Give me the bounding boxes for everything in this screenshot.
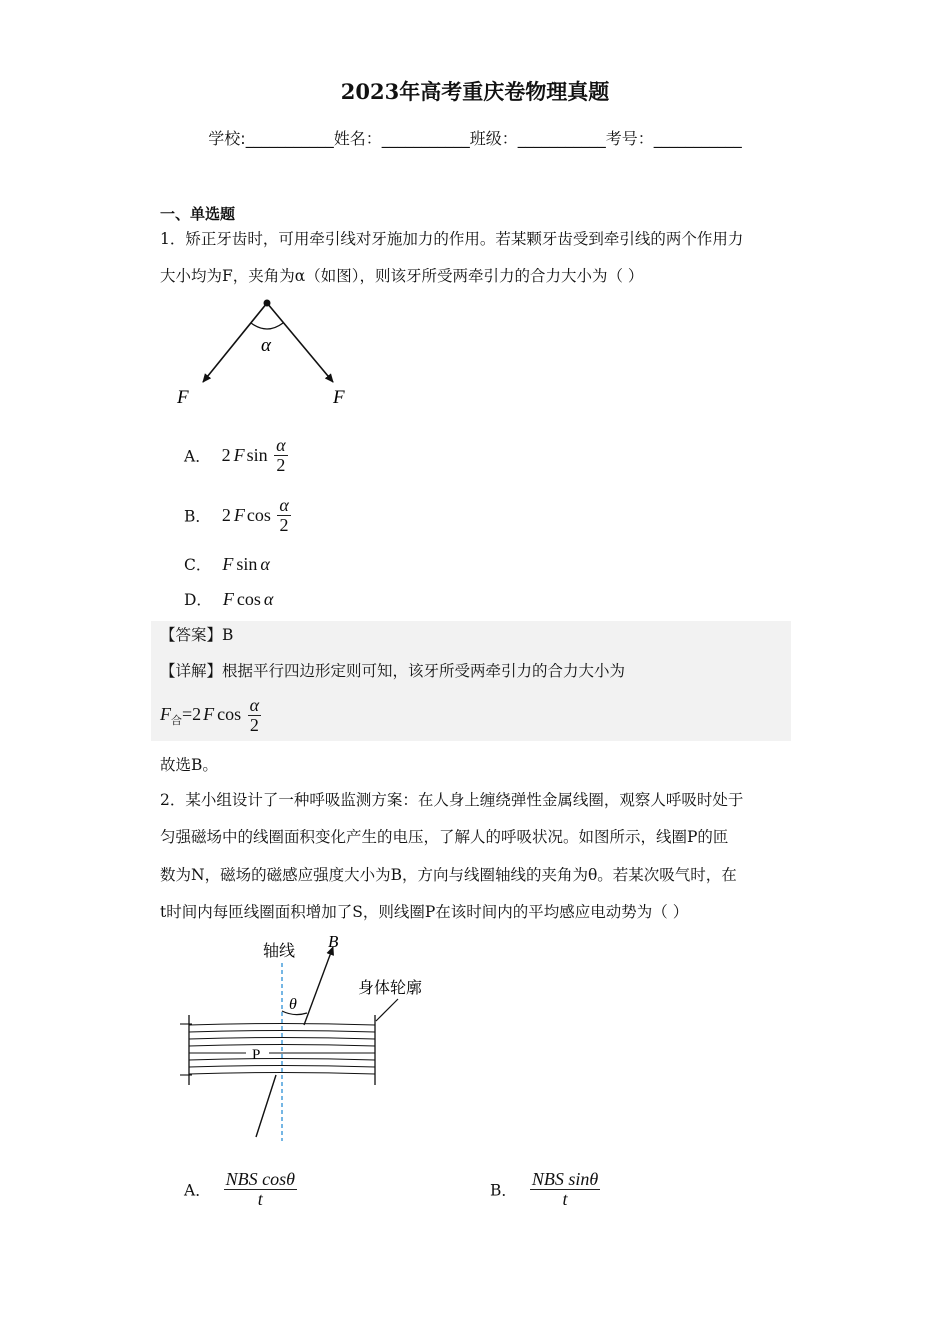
force-left-arrow	[203, 303, 267, 382]
force-right-arrow	[267, 303, 333, 382]
q1-option-d[interactable]	[184, 588, 273, 610]
page-title: 2023年高考重庆卷物理真题	[340, 79, 610, 104]
numerator: α	[276, 435, 286, 455]
q1-answer: 【答案】B	[160, 626, 234, 644]
denominator: t	[257, 1189, 263, 1209]
body-outline-label: 身体轮廓	[358, 978, 423, 997]
q1-option-a[interactable]	[184, 436, 288, 475]
q1-text-line1: 1．矫正牙齿时，可用牵引线对牙施加力的作用。若某颗牙齿受到牵引线的两个作用力	[160, 230, 744, 248]
q1-option-b[interactable]	[184, 496, 291, 535]
alpha-label: α	[261, 335, 271, 356]
var: F	[222, 554, 234, 574]
axis-label: 轴线	[263, 941, 296, 960]
formula-var: F	[203, 703, 215, 724]
q1-formula	[160, 696, 261, 735]
var: F	[233, 445, 245, 465]
q2-text-line3: 数为N，磁场的磁感应强度大小为B，方向与线圈轴线的夹角为θ。若某次吸气时，在	[160, 866, 737, 884]
var: F	[233, 505, 245, 525]
option-label: A．	[184, 1181, 211, 1200]
formula-fn: cos	[217, 703, 242, 724]
q2-text-line1: 2．某小组设计了一种呼吸监测方案：在人身上缠绕弹性金属线圈，观察人呼吸时处于	[160, 791, 744, 809]
force-left-label: F	[177, 387, 189, 408]
formula-subscript: 合	[171, 714, 182, 727]
option-label: B．	[490, 1181, 517, 1200]
fn: sin	[236, 554, 258, 574]
option-label: B．	[184, 507, 211, 526]
q2-coil-diagram	[170, 925, 460, 1147]
formula-eq: =2	[182, 703, 202, 724]
b-field-line-lower	[256, 1075, 276, 1137]
option-label: C．	[184, 556, 212, 574]
numerator: α	[279, 495, 289, 515]
section-heading: 一、单选题	[160, 205, 236, 223]
coef: 2	[221, 445, 231, 465]
force-right-label: F	[333, 387, 345, 408]
q1-text-line2: 大小均为F，夹角为α（如图），则该牙所受两牵引力的合力大小为（ ）	[160, 267, 644, 285]
numerator: NBS sinθ	[531, 1169, 599, 1189]
denominator: 2	[276, 455, 286, 475]
denominator: 2	[279, 515, 289, 535]
numerator: NBS cosθ	[225, 1169, 295, 1189]
q1-detail: 【详解】根据平行四边形定则可知，该牙所受两牵引力的合力大小为	[160, 662, 626, 680]
b-label: B	[328, 932, 339, 951]
body-outline-pointer	[376, 999, 398, 1021]
formula-lhs: F	[160, 703, 171, 724]
coil-p-label: P	[252, 1047, 261, 1063]
fn: cos	[236, 589, 261, 609]
q2-option-a[interactable]	[184, 1170, 297, 1209]
q2-text-line2: 匀强磁场中的线圈面积变化产生的电压，了解人的呼吸状况。如图所示，线圈P的匝	[160, 828, 729, 846]
var: F	[222, 589, 234, 609]
denominator: t	[562, 1189, 568, 1209]
coef: 2	[221, 505, 231, 525]
fn: cos	[246, 505, 271, 525]
theta-label: θ	[289, 996, 297, 1013]
numerator: α	[249, 695, 260, 715]
q1-force-diagram	[170, 295, 370, 413]
arg: α	[263, 589, 274, 609]
option-label: D．	[184, 591, 212, 609]
q2-option-b[interactable]	[490, 1170, 600, 1209]
fn: sin	[246, 445, 268, 465]
student-info-line: 学校:___________姓名：___________班级：___________考号：___________	[208, 129, 742, 148]
b-field-arrow	[304, 947, 333, 1025]
q2-text-line4: t时间内每匝线圈面积增加了S，则线圈P在该时间内的平均感应电动势为（ ）	[160, 903, 689, 921]
angle-arc	[251, 323, 283, 329]
option-label: A．	[184, 447, 211, 466]
q1-option-c[interactable]	[184, 553, 270, 575]
q1-conclusion: 故选B。	[160, 756, 218, 774]
arg: α	[260, 554, 270, 574]
denominator: 2	[249, 715, 259, 735]
